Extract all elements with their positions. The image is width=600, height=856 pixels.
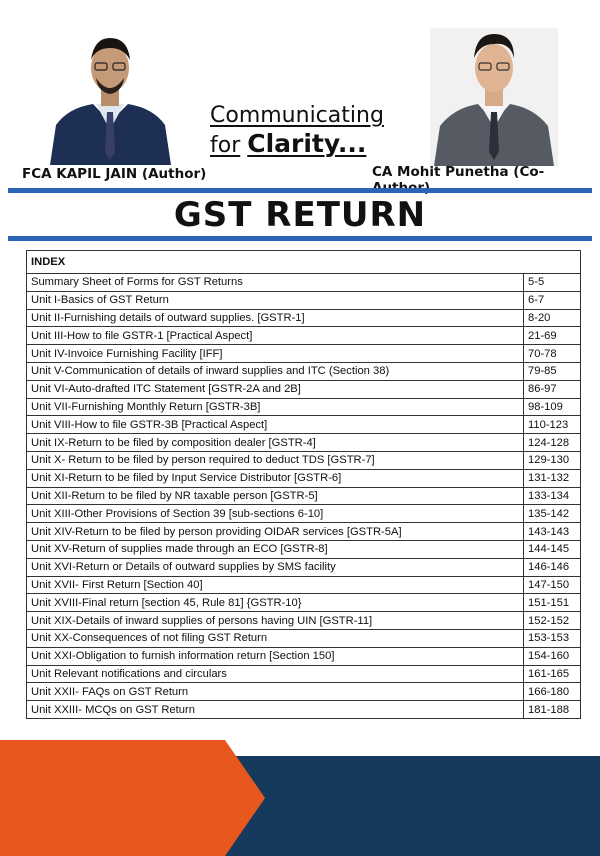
index-row: [27, 362, 581, 380]
index-heading: INDEX: [27, 251, 581, 274]
index-row: [27, 558, 581, 576]
index-row-title: Unit XXII- FAQs on GST Return: [27, 683, 524, 701]
index-row: [27, 523, 581, 541]
page-title: GST RETURN: [173, 195, 427, 235]
index-row-title: Unit XIV-Return to be filed by person providing OIDAR services [GSTR-5A]: [27, 523, 524, 541]
index-row-title: Unit XII-Return to be filed by NR taxable person [GSTR-5]: [27, 487, 524, 505]
index-row-pages: 131-132: [524, 469, 581, 487]
index-table-body: [27, 251, 581, 719]
index-row-pages: 70-78: [524, 345, 581, 363]
index-row-pages: 98-109: [524, 398, 581, 416]
index-row-pages: 5-5: [524, 274, 581, 292]
index-row-pages: 181-188: [524, 701, 581, 719]
index-row: [27, 291, 581, 309]
index-row-title: Unit VIII-How to file GSTR-3B [Practical Aspect]: [27, 416, 524, 434]
index-row-title: Unit XVI-Return or Details of outward supplies by SMS facility: [27, 558, 524, 576]
index-row-pages: 124-128: [524, 434, 581, 452]
index-row-pages: 143-143: [524, 523, 581, 541]
index-row: [27, 380, 581, 398]
index-row: [27, 612, 581, 630]
index-row-title: Unit XVIII-Final return [section 45, Rule 81] {GSTR-10}: [27, 594, 524, 612]
index-row-title: Unit XIII-Other Provisions of Section 39 [sub-sections 6-10]: [27, 505, 524, 523]
index-row-pages: 135-142: [524, 505, 581, 523]
index-row-title: Unit XVII- First Return [Section 40]: [27, 576, 524, 594]
index-row: [27, 647, 581, 665]
index-row-pages: 152-152: [524, 612, 581, 630]
index-row-title: Unit XXIII- MCQs on GST Return: [27, 701, 524, 719]
index-row: [27, 505, 581, 523]
author-portrait-left: [48, 30, 173, 165]
index-row-title: Unit IV-Invoice Furnishing Facility [IFF]: [27, 345, 524, 363]
index-row-title: Unit XXI-Obligation to furnish information return [Section 150]: [27, 647, 524, 665]
index-row-pages: 161-165: [524, 665, 581, 683]
index-row-title: Unit VI-Auto-drafted ITC Statement [GSTR-2A and 2B]: [27, 380, 524, 398]
index-row-title: Unit X- Return to be filed by person required to deduct TDS [GSTR-7]: [27, 451, 524, 469]
index-row: [27, 594, 581, 612]
index-row: [27, 540, 581, 558]
index-row-pages: 21-69: [524, 327, 581, 345]
index-row-title: Unit XIX-Details of inward supplies of persons having UIN [GSTR-11]: [27, 612, 524, 630]
index-row-pages: 133-134: [524, 487, 581, 505]
index-row-title: Unit V-Communication of details of inward supplies and ITC (Section 38): [27, 362, 524, 380]
index-row-pages: 8-20: [524, 309, 581, 327]
index-row: [27, 434, 581, 452]
index-row: [27, 469, 581, 487]
index-table: [26, 250, 581, 719]
index-row-pages: 129-130: [524, 451, 581, 469]
index-row-pages: 86-97: [524, 380, 581, 398]
index-row-title: Unit III-How to file GSTR-1 [Practical Aspect]: [27, 327, 524, 345]
index-row: [27, 629, 581, 647]
author-name-left: FCA KAPIL JAIN (Author): [22, 166, 207, 182]
index-row-title: Unit Relevant notifications and circulars: [27, 665, 524, 683]
tagline-line1: Communicating: [210, 103, 384, 128]
index-row: [27, 487, 581, 505]
index-row: [27, 416, 581, 434]
index-row: [27, 345, 581, 363]
author-photo-right: [430, 28, 558, 166]
index-row-title: Unit XV-Return of supplies made through an ECO [GSTR-8]: [27, 540, 524, 558]
index-row-title: Unit VII-Furnishing Monthly Return [GSTR-3B]: [27, 398, 524, 416]
tagline-clarity: Clarity...: [247, 129, 367, 159]
author-portrait-right: [430, 28, 558, 166]
index-row-pages: 153-153: [524, 629, 581, 647]
author-name-right: CA Mohit Punetha (Co-: [372, 164, 545, 180]
index-row-pages: 154-160: [524, 647, 581, 665]
index-row-pages: 146-146: [524, 558, 581, 576]
index-row-pages: 144-145: [524, 540, 581, 558]
index-row-title: Unit IX-Return to be filed by composition dealer [GSTR-4]: [27, 434, 524, 452]
index-row-pages: 6-7: [524, 291, 581, 309]
index-row-pages: 166-180: [524, 683, 581, 701]
index-row-title: Summary Sheet of Forms for GST Returns: [27, 274, 524, 292]
tagline-for: for: [210, 133, 241, 159]
index-row: [27, 683, 581, 701]
index-row: [27, 665, 581, 683]
index-row-title: Unit I-Basics of GST Return: [27, 291, 524, 309]
author-photo-left: [48, 30, 173, 165]
index-row: [27, 701, 581, 719]
index-row: [27, 451, 581, 469]
index-row: [27, 398, 581, 416]
index-row-title: Unit XX-Consequences of not filing GST Return: [27, 629, 524, 647]
index-row-pages: 147-150: [524, 576, 581, 594]
title-rule-bottom: [8, 236, 592, 241]
index-row-title: Unit II-Furnishing details of outward supplies. [GSTR-1]: [27, 309, 524, 327]
title-rule-top: [8, 188, 592, 193]
index-row: [27, 327, 581, 345]
index-row: [27, 576, 581, 594]
index-row-title: Unit XI-Return to be filed by Input Service Distributor [GSTR-6]: [27, 469, 524, 487]
index-header-row: [27, 251, 581, 274]
index-row-pages: 110-123: [524, 416, 581, 434]
index-row: [27, 309, 581, 327]
tagline: [210, 104, 400, 157]
index-row-pages: 151-151: [524, 594, 581, 612]
index-row: [27, 274, 581, 292]
index-row-pages: 79-85: [524, 362, 581, 380]
